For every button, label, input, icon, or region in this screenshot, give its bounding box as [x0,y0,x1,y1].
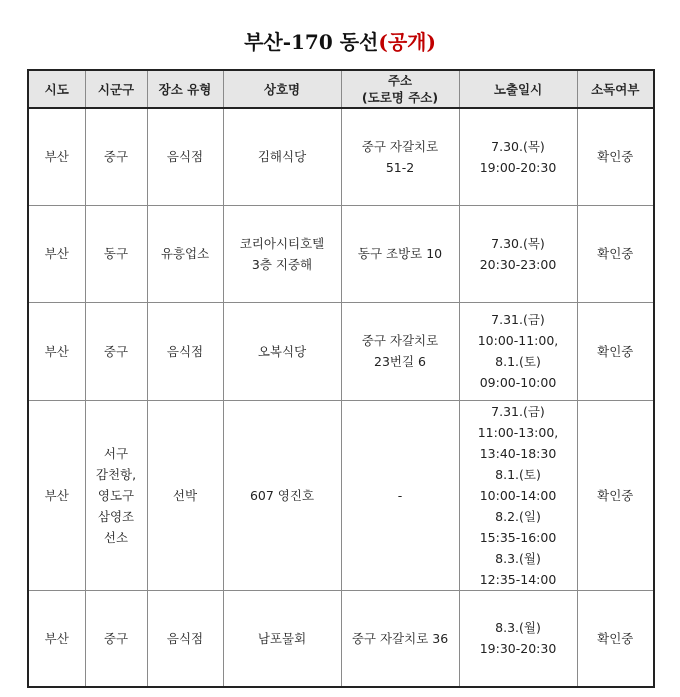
cell-district [85,302,147,400]
cell-region: 부산 [28,302,85,400]
cell-exposure-time-line: 13:40-18:30 [479,445,557,461]
header-address-line2: (도로명 주소) [361,90,439,105]
cell-place-type: 선박 [147,400,223,590]
cell-business-name [223,590,341,687]
cell-address [341,400,459,590]
cell-exposure-time-line: 7.31.(금) [491,312,545,327]
cell-district [85,108,147,205]
table-row [28,590,654,687]
cell-district-line: 동구 [103,246,129,261]
cell-exposure-time-line: 7.31.(금) [491,403,545,419]
cell-address [341,205,459,302]
cell-place-type: 유흥업소 [147,205,223,302]
cell-exposure-time-line: 20:30-23:00 [479,256,557,272]
cell-business-name [223,302,341,400]
cell-region: 부산 [28,205,85,302]
cell-address-line: - [397,487,403,503]
header-address-line1: 주소 [387,73,413,88]
table-row [28,302,654,400]
cell-disinfection: 확인중 [577,108,654,205]
title-main: 부산-170 동선 [244,30,379,54]
cell-business-name-line: 김해식당 [257,149,307,165]
cell-region: 부산 [28,400,85,590]
cell-place-type: 음식점 [147,302,223,400]
title-accent: (공개) [378,30,436,54]
cell-exposure-time [459,108,577,205]
cell-exposure-time-line: 7.30.(목) [491,235,545,251]
cell-exposure-time-line: 09:00-10:00 [479,375,557,390]
cell-address [341,108,459,205]
cell-address [341,590,459,687]
cell-place-type: 음식점 [147,590,223,687]
table-row [28,108,654,205]
cell-place-type: 음식점 [147,108,223,205]
cell-business-name [223,400,341,590]
cell-district-line: 중구 [103,630,129,646]
cell-address-line: 중구 자갈치로 36 [351,630,449,646]
cell-district-line: 삼영조 [97,508,135,524]
cell-district-line: 감천항, [95,466,137,482]
cell-exposure-time-line: 10:00-11:00, [477,333,559,348]
cell-exposure-time [459,302,577,400]
cell-address-line: 51-2 [385,159,415,175]
cell-business-name-line: 남포물회 [257,630,307,646]
cell-disinfection: 확인중 [577,400,654,590]
cell-exposure-time-line: 11:00-13:00, [477,424,559,440]
cell-business-name [223,205,341,302]
header-region: 시도 [28,70,85,108]
header-exposure-time: 노출일시 [459,70,577,108]
header-address [341,70,459,108]
cell-district-line: 선소 [103,529,129,545]
cell-exposure-time-line: 8.1.(토) [495,354,541,369]
cell-exposure-time-line: 8.3.(월) [495,550,541,566]
cell-exposure-time [459,590,577,687]
cell-region: 부산 [28,590,85,687]
cell-exposure-time-line: 8.3.(월) [495,620,541,636]
cell-exposure-time-line: 8.1.(토) [495,466,541,482]
cell-exposure-time-line: 19:00-20:30 [479,159,557,175]
cell-exposure-time-line: 7.30.(목) [491,138,545,154]
cell-business-name-line: 607 영진호 [249,487,315,503]
cell-address-line: 23번길 6 [374,354,426,369]
cell-disinfection: 확인중 [577,302,654,400]
cell-district [85,590,147,687]
cell-address-line: 동구 조방로 10 [357,246,443,261]
route-table [27,69,655,688]
header-row [28,70,654,108]
cell-district [85,205,147,302]
cell-business-name [223,108,341,205]
cell-business-name-line: 3층 지중해 [251,256,313,272]
cell-district-line: 영도구 [97,487,135,503]
cell-business-name-line: 코리아시티호텔 [239,235,325,251]
cell-exposure-time [459,205,577,302]
header-business-name: 상호명 [223,70,341,108]
cell-exposure-time-line: 12:35-14:00 [479,571,557,587]
cell-exposure-time-line: 19:30-20:30 [479,641,557,657]
header-place-type: 장소 유형 [147,70,223,108]
document-title [0,26,680,55]
cell-address-line: 중구 자갈치로 [361,333,439,348]
table-row [28,400,654,590]
cell-disinfection: 확인중 [577,205,654,302]
cell-address [341,302,459,400]
cell-business-name-line: 오복식당 [257,343,307,359]
header-district: 시군구 [85,70,147,108]
cell-disinfection: 확인중 [577,590,654,687]
cell-exposure-time-line: 15:35-16:00 [479,529,557,545]
cell-district-line: 중구 [103,149,129,165]
cell-district [85,400,147,590]
cell-district-line: 서구 [103,445,129,461]
cell-district-line: 중구 [103,343,129,359]
cell-region: 부산 [28,108,85,205]
cell-address-line: 중구 자갈치로 [361,138,439,154]
cell-exposure-time-line: 10:00-14:00 [479,487,557,503]
cell-exposure-time [459,400,577,590]
table-row [28,205,654,302]
cell-exposure-time-line: 8.2.(일) [495,508,541,524]
header-disinfection: 소독여부 [577,70,654,108]
